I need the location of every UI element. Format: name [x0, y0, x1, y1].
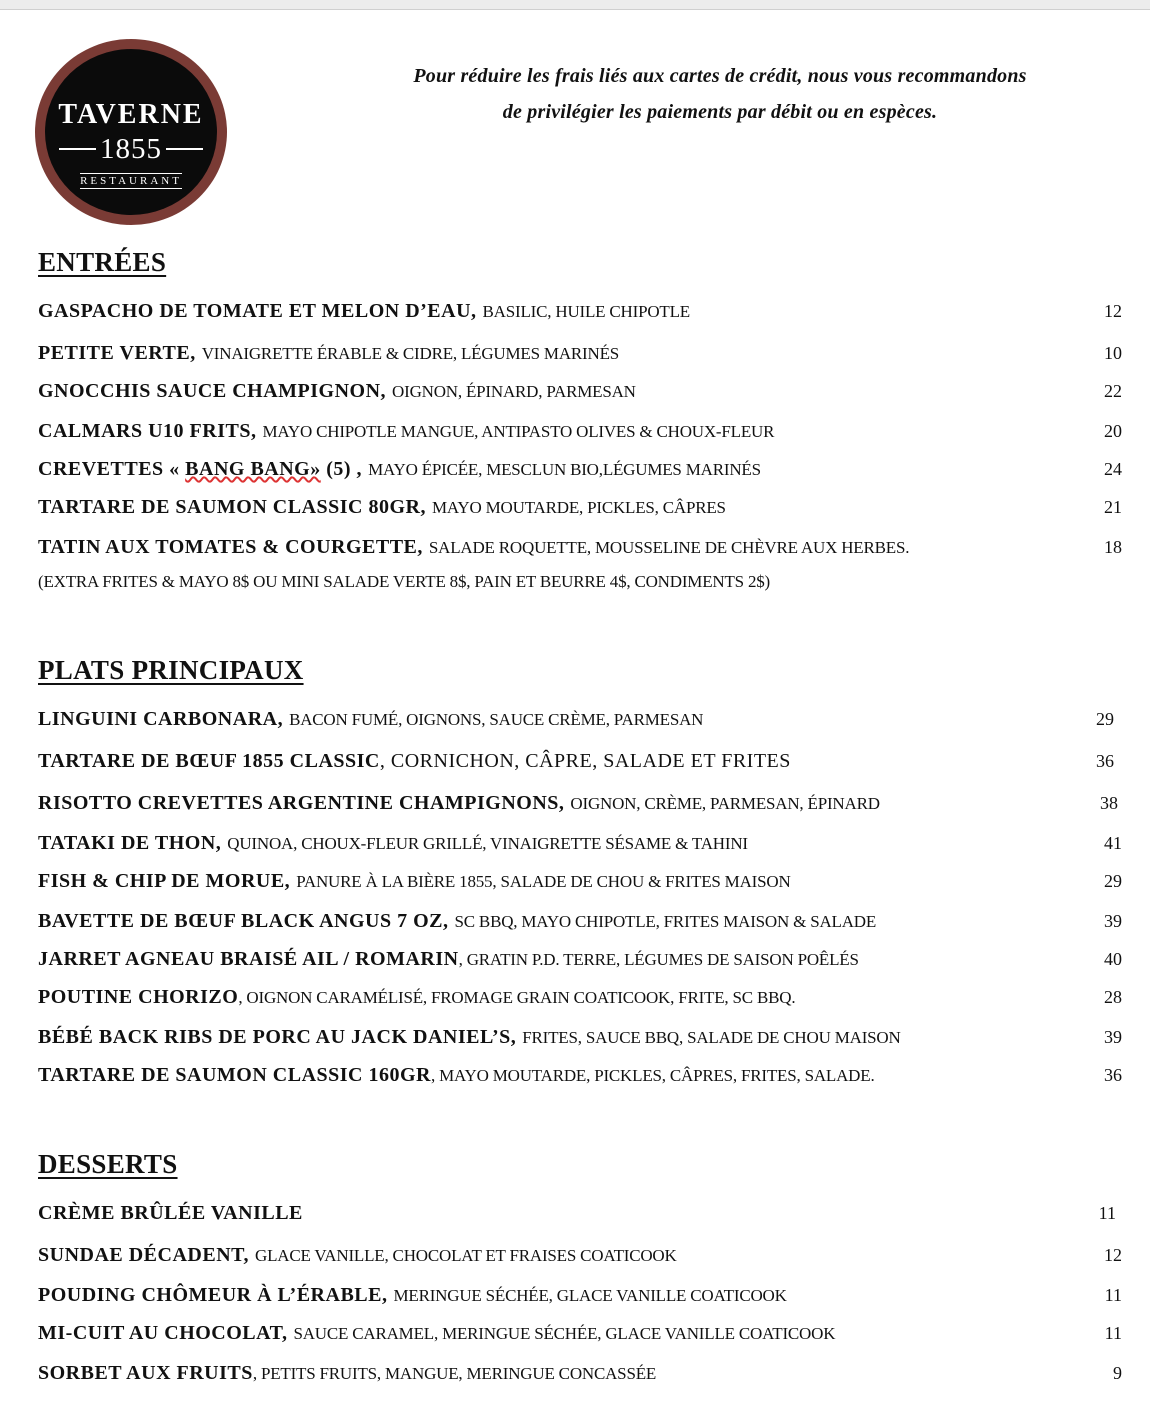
menu-item	[38, 342, 1122, 368]
item-price: 12	[1104, 1245, 1122, 1265]
menu-item	[38, 420, 1122, 446]
logo-year: 1855	[100, 132, 162, 165]
item-name: CALMARS U10 FRITS,	[38, 420, 257, 442]
spellcheck-flagged-text: BANG BANG»	[185, 458, 321, 480]
item-price: 36	[1096, 751, 1114, 771]
menu-item	[38, 1244, 1122, 1270]
item-price: 29	[1104, 871, 1122, 891]
item-name: BÉBÉ BACK RIBS DE PORC AU JACK DANIEL’S,	[38, 1026, 517, 1048]
menu-item	[38, 1202, 1122, 1228]
item-description: BASILIC, HUILE CHIPOTLE	[482, 302, 690, 321]
menu-item	[38, 300, 1122, 326]
item-name: JARRET AGNEAU BRAISÉ AIL / ROMARIN	[38, 948, 459, 970]
item-price: 20	[1104, 421, 1122, 441]
item-description: SC BBQ, MAYO CHIPOTLE, FRITES MAISON & SALADE	[454, 912, 877, 931]
menu-item	[38, 1026, 1122, 1052]
section-title-desserts: DESSERTS	[38, 1149, 178, 1179]
item-name: GASPACHO DE TOMATE ET MELON D’EAU,	[38, 300, 477, 322]
menu-item	[38, 1284, 1122, 1310]
item-description: , MAYO MOUTARDE, PICKLES, CÂPRES, FRITES, SALADE.	[431, 1066, 875, 1085]
restaurant-logo	[35, 39, 227, 225]
logo-name: TAVERNE	[58, 99, 204, 130]
item-description: QUINOA, CHOUX-FLEUR GRILLÉ, VINAIGRETTE SÉSAME & TAHINI	[227, 834, 748, 853]
logo-subtitle: RESTAURANT	[80, 175, 182, 187]
payment-notice-line-2: de privilégier les paiements par débit ou en espèces.	[502, 101, 938, 123]
logo-year-row	[59, 134, 203, 164]
menu-item	[38, 458, 1122, 484]
item-name: TARTARE DE SAUMON CLASSIC 80GR,	[38, 496, 426, 518]
item-description: OIGNON, CRÈME, PARMESAN, ÉPINARD	[570, 794, 880, 813]
item-description: FRITES, SAUCE BBQ, SALADE DE CHOU MAISON	[522, 1028, 901, 1047]
menu-item	[38, 1362, 1122, 1388]
extras-note: (EXTRA FRITES & MAYO 8$ OU MINI SALADE VERTE 8$, PAIN ET BEURRE 4$, CONDIMENTS 2$)	[38, 572, 771, 591]
payment-notice	[300, 58, 1140, 130]
item-name: GNOCCHIS SAUCE CHAMPIGNON,	[38, 380, 387, 402]
item-price: 12	[1104, 301, 1122, 321]
item-name: TARTARE DE BŒUF 1855 CLASSIC	[38, 750, 380, 772]
menu-item	[38, 380, 1122, 406]
item-name: RISOTTO CREVETTES ARGENTINE CHAMPIGNONS,	[38, 792, 565, 814]
menu-item	[38, 1064, 1122, 1090]
item-name: POUDING CHÔMEUR À L’ÉRABLE,	[38, 1284, 388, 1306]
item-price: 10	[1104, 343, 1122, 363]
item-name: LINGUINI CARBONARA,	[38, 708, 284, 730]
item-name: SUNDAE DÉCADENT,	[38, 1244, 249, 1266]
item-price: 28	[1104, 987, 1122, 1007]
menu-item	[38, 496, 1122, 522]
payment-notice-line-1: Pour réduire les frais liés aux cartes de crédit, nous vous recommandons	[413, 65, 1027, 87]
item-description: , CORNICHON, CÂPRE, SALADE ET FRITES	[379, 750, 791, 772]
item-name: TARTARE DE SAUMON CLASSIC 160GR	[38, 1064, 431, 1086]
item-name: FISH & CHIP DE MORUE,	[38, 870, 291, 892]
section-title-entrees: ENTRÉES	[38, 247, 167, 277]
menu-item	[38, 792, 1122, 818]
menu-item	[38, 870, 1122, 896]
item-price: 9	[1113, 1363, 1122, 1383]
item-description: MERINGUE SÉCHÉE, GLACE VANILLE COATICOOK	[393, 1286, 787, 1305]
item-name: POUTINE CHORIZO	[38, 986, 239, 1008]
item-name: TATAKI DE THON,	[38, 832, 222, 854]
item-description: , PETITS FRUITS, MANGUE, MERINGUE CONCASSÉE	[252, 1364, 657, 1383]
menu-item	[38, 1322, 1122, 1348]
item-price: 36	[1104, 1065, 1122, 1085]
item-description: , OIGNON CARAMÉLISÉ, FROMAGE GRAIN COATICOOK, FRITE, SC BBQ.	[238, 988, 796, 1007]
logo-disc	[45, 49, 217, 215]
item-price: 11	[1104, 1285, 1122, 1305]
item-name-part: CREVETTES «	[38, 458, 186, 480]
logo-rule-left	[59, 148, 96, 150]
item-description: MAYO ÉPICÉE, MESCLUN BIO,LÉGUMES MARINÉS	[368, 460, 761, 479]
item-description: SAUCE CARAMEL, MERINGUE SÉCHÉE, GLACE VANILLE COATICOOK	[293, 1324, 836, 1343]
item-description: PANURE À LA BIÈRE 1855, SALADE DE CHOU & FRITES MAISON	[296, 872, 791, 891]
menu-item	[38, 832, 1122, 858]
item-price: 21	[1104, 497, 1122, 517]
item-description: , GRATIN P.D. TERRE, LÉGUMES DE SAISON POÊLÉS	[458, 950, 859, 969]
menu-item	[38, 910, 1122, 936]
item-name-part: (5) ,	[320, 458, 363, 480]
item-description: MAYO CHIPOTLE MANGUE, ANTIPASTO OLIVES & CHOUX-FLEUR	[262, 422, 775, 441]
item-description: OIGNON, ÉPINARD, PARMESAN	[392, 382, 636, 401]
item-price: 39	[1104, 1027, 1122, 1047]
item-price: 38	[1100, 793, 1118, 813]
item-price: 18	[1104, 537, 1122, 557]
item-description: BACON FUMÉ, OIGNONS, SAUCE CRÈME, PARMESAN	[289, 710, 704, 729]
menu-item	[38, 948, 1122, 974]
item-price: 40	[1104, 949, 1122, 969]
item-name	[38, 458, 362, 481]
item-price: 41	[1104, 833, 1122, 853]
item-price: 11	[1098, 1203, 1116, 1223]
item-price: 29	[1096, 709, 1114, 729]
logo-rule-right	[166, 148, 203, 150]
item-name: SORBET AUX FRUITS	[38, 1362, 253, 1384]
item-description: SALADE ROQUETTE, MOUSSELINE DE CHÈVRE AUX HERBES.	[428, 538, 910, 557]
item-name: MI-CUIT AU CHOCOLAT,	[38, 1322, 288, 1344]
item-name: TATIN AUX TOMATES & COURGETTE,	[38, 536, 423, 558]
menu-item	[38, 708, 1122, 734]
item-description: GLACE VANILLE, CHOCOLAT ET FRAISES COATICOOK	[255, 1246, 677, 1265]
item-description: MAYO MOUTARDE, PICKLES, CÂPRES	[432, 498, 726, 517]
section-title-plats: PLATS PRINCIPAUX	[38, 655, 304, 685]
window-top-bar	[0, 0, 1150, 10]
item-name: PETITE VERTE,	[38, 342, 196, 364]
menu-item	[38, 536, 1122, 562]
item-price: 11	[1104, 1323, 1122, 1343]
item-price: 22	[1104, 381, 1122, 401]
item-name: BAVETTE DE BŒUF BLACK ANGUS 7 OZ,	[38, 910, 449, 932]
menu-item	[38, 750, 1122, 776]
item-price: 39	[1104, 911, 1122, 931]
item-name: CRÈME BRÛLÉE VANILLE	[38, 1202, 303, 1224]
menu-item	[38, 986, 1122, 1012]
item-description: VINAIGRETTE ÉRABLE & CIDRE, LÉGUMES MARINÉS	[201, 344, 620, 363]
item-price: 24	[1104, 459, 1122, 479]
